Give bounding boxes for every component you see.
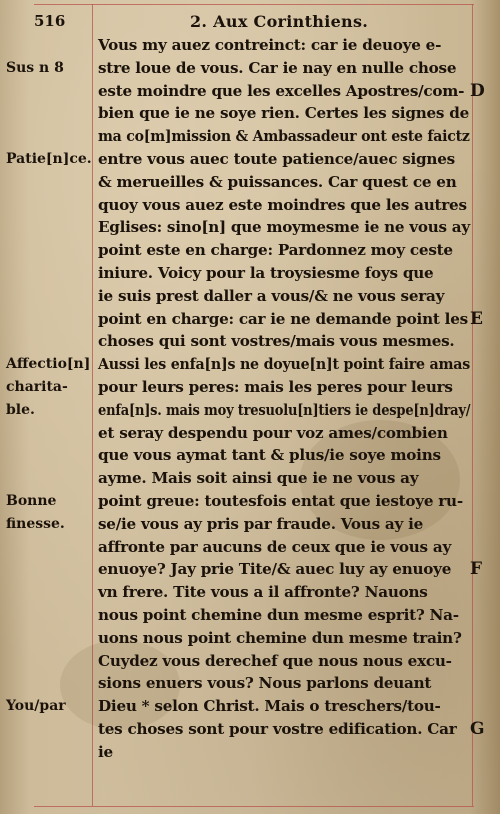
- margin-note: Sus n 8: [6, 59, 64, 76]
- text-line: Vous my auez contreinct: car ie deuoye e-: [98, 36, 442, 54]
- page-header: [0, 8, 500, 34]
- text-line: iniure. Voicy pour la troysiesme foys que: [98, 263, 434, 282]
- text-line: vn frere. Tite vous a il affronte? Nauons: [98, 583, 428, 602]
- top-rule: [34, 4, 474, 5]
- text-line: choses qui sont vostres/mais vous mesmes.: [98, 332, 455, 351]
- text-line: & merueilles & puissances. Car quest ce en: [98, 172, 457, 191]
- text-line: uons nous point chemine dun mesme train?: [98, 628, 462, 647]
- text-line: se/ie vous ay pris par fraude. Vous ay ie: [98, 514, 424, 533]
- text-line: stre loue de vous. Car ie nay en nulle chose: [98, 58, 457, 77]
- signature-letter: G: [470, 719, 485, 739]
- text-line: Aussi les enfa[n]s ne doyue[n]t point faire amas: [98, 355, 470, 374]
- text-line: quoy vous auez este moindres que les autres: [98, 195, 467, 214]
- text-line: et seray despendu pour voz ames/combien: [98, 423, 448, 442]
- text-line: entre vous auec toute patience/auec signes: [98, 149, 455, 168]
- text-line: nous point chemine dun mesme esprit? Na-: [98, 605, 459, 624]
- text-line: Cuydez vous derechef que nous nous excu-: [98, 651, 452, 670]
- running-head: 2. Aux Corinthiens.: [190, 12, 369, 31]
- bottom-rule: [34, 806, 474, 807]
- text-line: ma co[m]mission & Ambassadeur ont este faictz: [98, 127, 470, 146]
- text-line: affronte par aucuns de ceux que ie vous ay: [98, 537, 452, 556]
- signature-letter: F: [470, 559, 483, 580]
- text-line: point en charge: car ie ne demande point les: [98, 309, 468, 328]
- text-line: ie suis prest daller a vous/& ne vous seray: [98, 286, 445, 305]
- margin-note: ble.: [6, 401, 35, 418]
- signature-letter: E: [470, 308, 483, 329]
- signature-letter: D: [470, 80, 485, 101]
- text-line: ie: [98, 742, 113, 761]
- folio-number: 516: [34, 12, 66, 30]
- margin-note: You/par: [6, 698, 66, 715]
- text-line: que vous aymat tant & plus/ie soye moins: [98, 446, 441, 465]
- right-margin-rule: [472, 4, 473, 806]
- margin-note: Patie[n]ce.: [6, 151, 92, 167]
- text-line: enfa[n]s. mais moy tresuolu[n]tiers ie despe[n]dray/: [98, 400, 471, 419]
- margin-note: Affectio[n]: [6, 356, 91, 373]
- text-line: sions enuers vous? Nous parlons deuant: [98, 674, 432, 693]
- margin-note: finesse.: [6, 515, 65, 532]
- text-line: bien que ie ne soye rien. Certes les signes de: [98, 104, 470, 123]
- margin-note: charita-: [6, 379, 68, 395]
- body-text: [98, 34, 470, 764]
- text-line: este moindre que les excelles Apostres/com-: [98, 81, 465, 100]
- margin-note: Bonne: [6, 493, 57, 509]
- text-line: tes choses sont pour vostre edification. Car: [98, 719, 457, 738]
- text-line: ayme. Mais soit ainsi que ie ne vous ay: [98, 469, 419, 488]
- text-line: Eglises: sino[n] que moymesme ie ne vous ay: [98, 218, 470, 237]
- text-line: enuoye? Jay prie Tite/& auec luy ay enuoye: [98, 560, 452, 579]
- text-line: point este en charge: Pardonnez moy ceste: [98, 241, 453, 260]
- text-line: point greue: toutesfois entat que iestoye ru-: [98, 491, 463, 510]
- text-line: pour leurs peres: mais les peres pour leurs: [98, 377, 453, 396]
- text-line: Dieu * selon Christ. Mais o treschers/tou-: [98, 697, 441, 716]
